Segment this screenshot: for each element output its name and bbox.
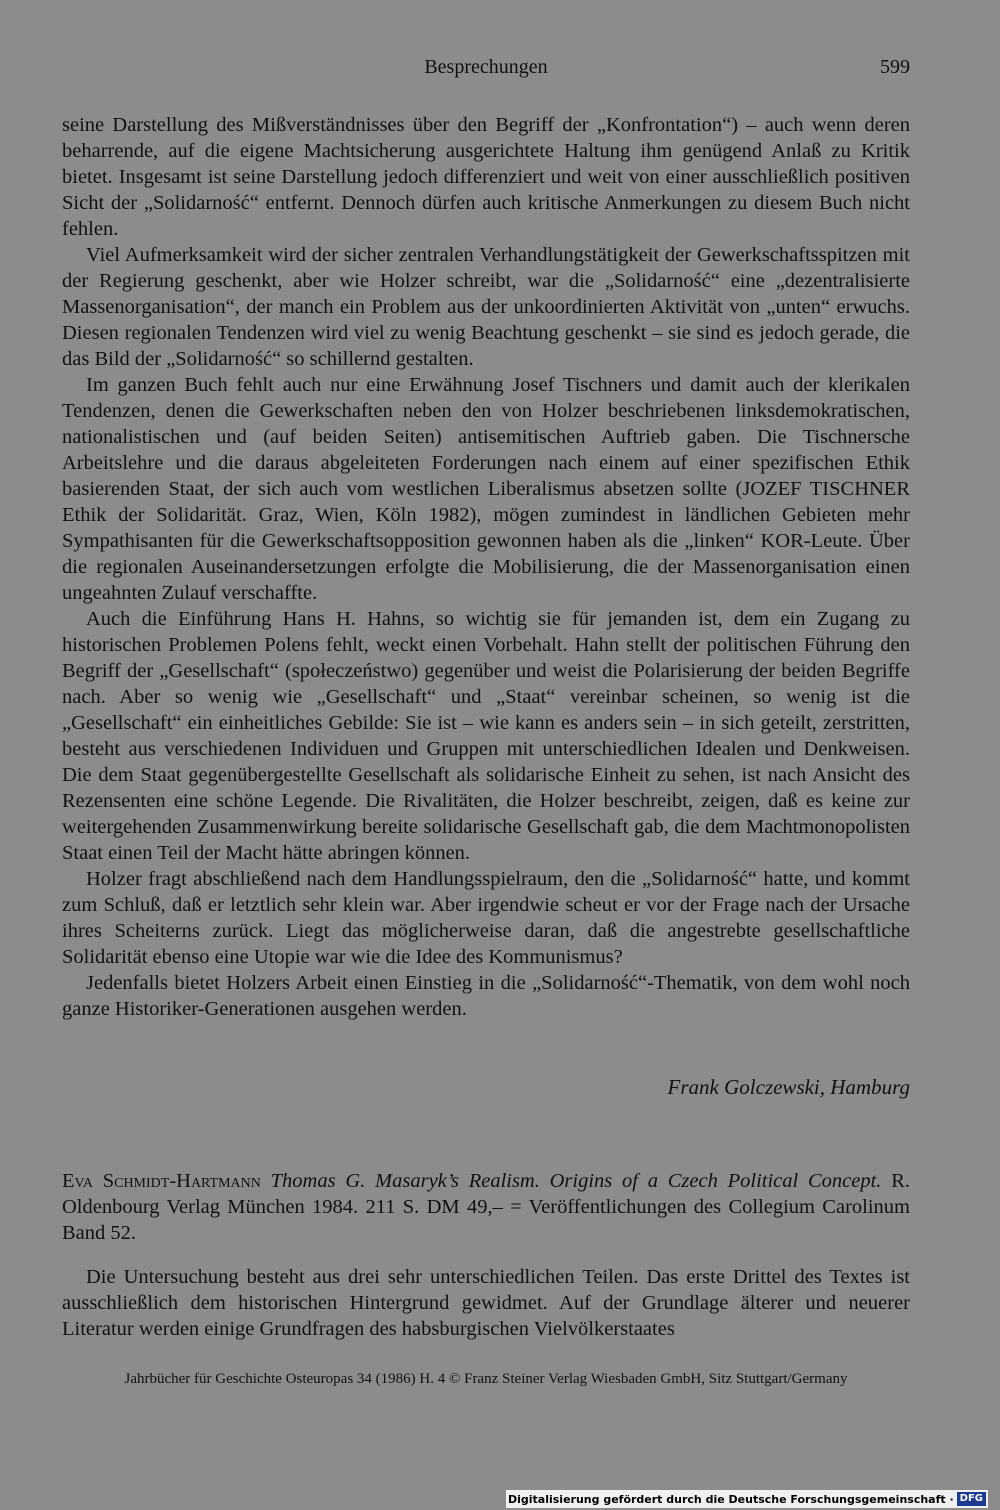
paragraph: Im ganzen Buch fehlt auch nur eine Erwähnung Josef Tischners und damit auch der klerikalen Tendenzen, denen die Gewerkschaften neben den von Holzer beschriebenen linksdemokratischen, nationalistischen und (auf beiden Seiten) antisemitischen Auftrieb gaben. Die Tischnersche Arbeitslehre und die daraus abgeleiteten Forderungen nach einem auf einer spezifischen Ethik basierenden Staat, der sich auch vom westlichen Liberalismus absetzen sollte (JOZEF TISCHNER Ethik der Solidarität. Graz, Wien, Köln 1982), mögen zumindest in ländlichen Gebieten mehr Sympathisanten für die Gewerkschaftsopposition gewonnen haben als die „linken“ KOR-Leute. Über die regionalen Auseinandersetzungen erfolgte die Mobilisierung, die der Massenorganisation einen ungeahnten Zulauf verschaffte. bbox=[62, 374, 910, 604]
reviewer-signature: Frank Golczewski, Hamburg bbox=[667, 1075, 910, 1099]
dfg-funding-bar bbox=[506, 1490, 988, 1508]
paragraph: Auch die Einführung Hans H. Hahns, so wichtig sie für jemanden ist, dem ein Zugang zu historischen Problemen Polens fehlt, weckt einen Vorbehalt. Hahn stellt der politischen Führung den Begriff der „Gesellschaft“ (społeczeństwo) gegenüber und weist die Polarisierung der beiden Begriffe nach. Aber so wenig wie „Gesellschaft“ und „Staat“ vereinbar scheinen, so wenig ist die „Gesellschaft“ ein einheitliches Gebilde: Sie ist – wie kann es anders sein – in sich geteilt, zerstritten, besteht aus verschiedenen Individuen und Gruppen mit unterschiedlichen Idealen und Denkweisen. Die dem Staat gegenübergestellte Gesellschaft als solidarische Einheit zu sehen, ist nach Ansicht des Rezensenten eine schöne Legende. Die Rivalitäten, die Holzer beschreibt, zeigen, daß es keine zur weitergehenden Zusammenwirkung bereite solidarische Gesellschaft gab, die dem Machtmonopolisten Staat einen Teil der Macht hätte abringen können. bbox=[62, 608, 910, 864]
publication-details: R. Oldenbourg Verlag München 1984. 211 S. DM 49,– = Veröffentlichungen des Collegium Carolinum Band 52. bbox=[62, 1170, 910, 1244]
paragraph: seine Darstellung des Mißverständnisses über den Begriff der „Konfrontation“) – auch wenn deren beharrende, auf die eigene Machtsicherung ausgerichtete Haltung ihm genügend Anlaß zu Kritik bietet. Insgesamt ist seine Darstellung jedoch differenziert und weit von einer ausschließlich positiven Sicht der „Solidarność“ entfernt. Dennoch dürfen auch kritische Anmerkungen zu diesem Buch nicht fehlen. bbox=[62, 114, 910, 240]
bibliographic-entry bbox=[62, 1168, 910, 1246]
dfg-funding-text: Digitalisierung gefördert durch die Deutsche Forschungsgemeinschaft · bbox=[507, 1492, 954, 1506]
paragraph: Viel Aufmerksamkeit wird der sicher zentralen Verhandlungstätigkeit der Gewerkschaftsspitzen mit der Regierung geschenkt, aber wie Holzer schreibt, war die „Solidarność“ eine „dezentralisierte Massenorganisation“, der manch ein Problem aus der unkoordinierten Aktivität von „unten“ erwuchs. Diesen regionalen Tendenzen wird viel zu wenig Beachtung geschenkt – sie sind es jedoch gerade, die das Bild der „Solidarność“ so schillernd gestalten. bbox=[62, 244, 910, 370]
book-title: Thomas G. Masaryk’s Realism. Origins of a Czech Political Concept. bbox=[270, 1170, 882, 1192]
journal-footer: Jahrbücher für Geschichte Osteuropas 34 (1986) H. 4 © Franz Steiner Verlag Wiesbaden GmbH, Sitz Stuttgart/Germany bbox=[124, 1371, 848, 1387]
paragraph: Jedenfalls bietet Holzers Arbeit einen Einstieg in die „Solidarność“-Thematik, von dem wohl noch ganze Historiker-Generationen ausgehen werden. bbox=[62, 972, 910, 1020]
review-body-2 bbox=[62, 1264, 910, 1342]
dfg-logo-icon: DFG bbox=[957, 1492, 986, 1506]
paragraph: Die Untersuchung besteht aus drei sehr unterschiedlichen Teilen. Das erste Drittel des Textes ist ausschließlich dem historischen Hintergrund gewidmet. Auf der Grundlage älterer und neuerer Literatur werden einige Grundfragen des habsburgischen Vielvölkerstaates bbox=[62, 1266, 910, 1340]
review-body bbox=[62, 112, 910, 1022]
paragraph: Holzer fragt abschließend nach dem Handlungsspielraum, den die „Solidarność“ hatte, und kommt zum Schluß, daß er letztlich sehr klein war. Aber irgendwie scheut er vor der Frage nach der Ursache ihres Scheiterns zurück. Liegt das möglicherweise daran, daß die angestrebte gesellschaftliche Solidarität ebenso eine Utopie war wie die Idee des Kommunismus? bbox=[62, 868, 910, 968]
running-head-title: Besprechungen bbox=[424, 56, 548, 78]
page-number: 599 bbox=[880, 56, 910, 78]
book-author: Eva Schmidt-Hartmann bbox=[62, 1170, 261, 1192]
running-head bbox=[62, 52, 910, 82]
